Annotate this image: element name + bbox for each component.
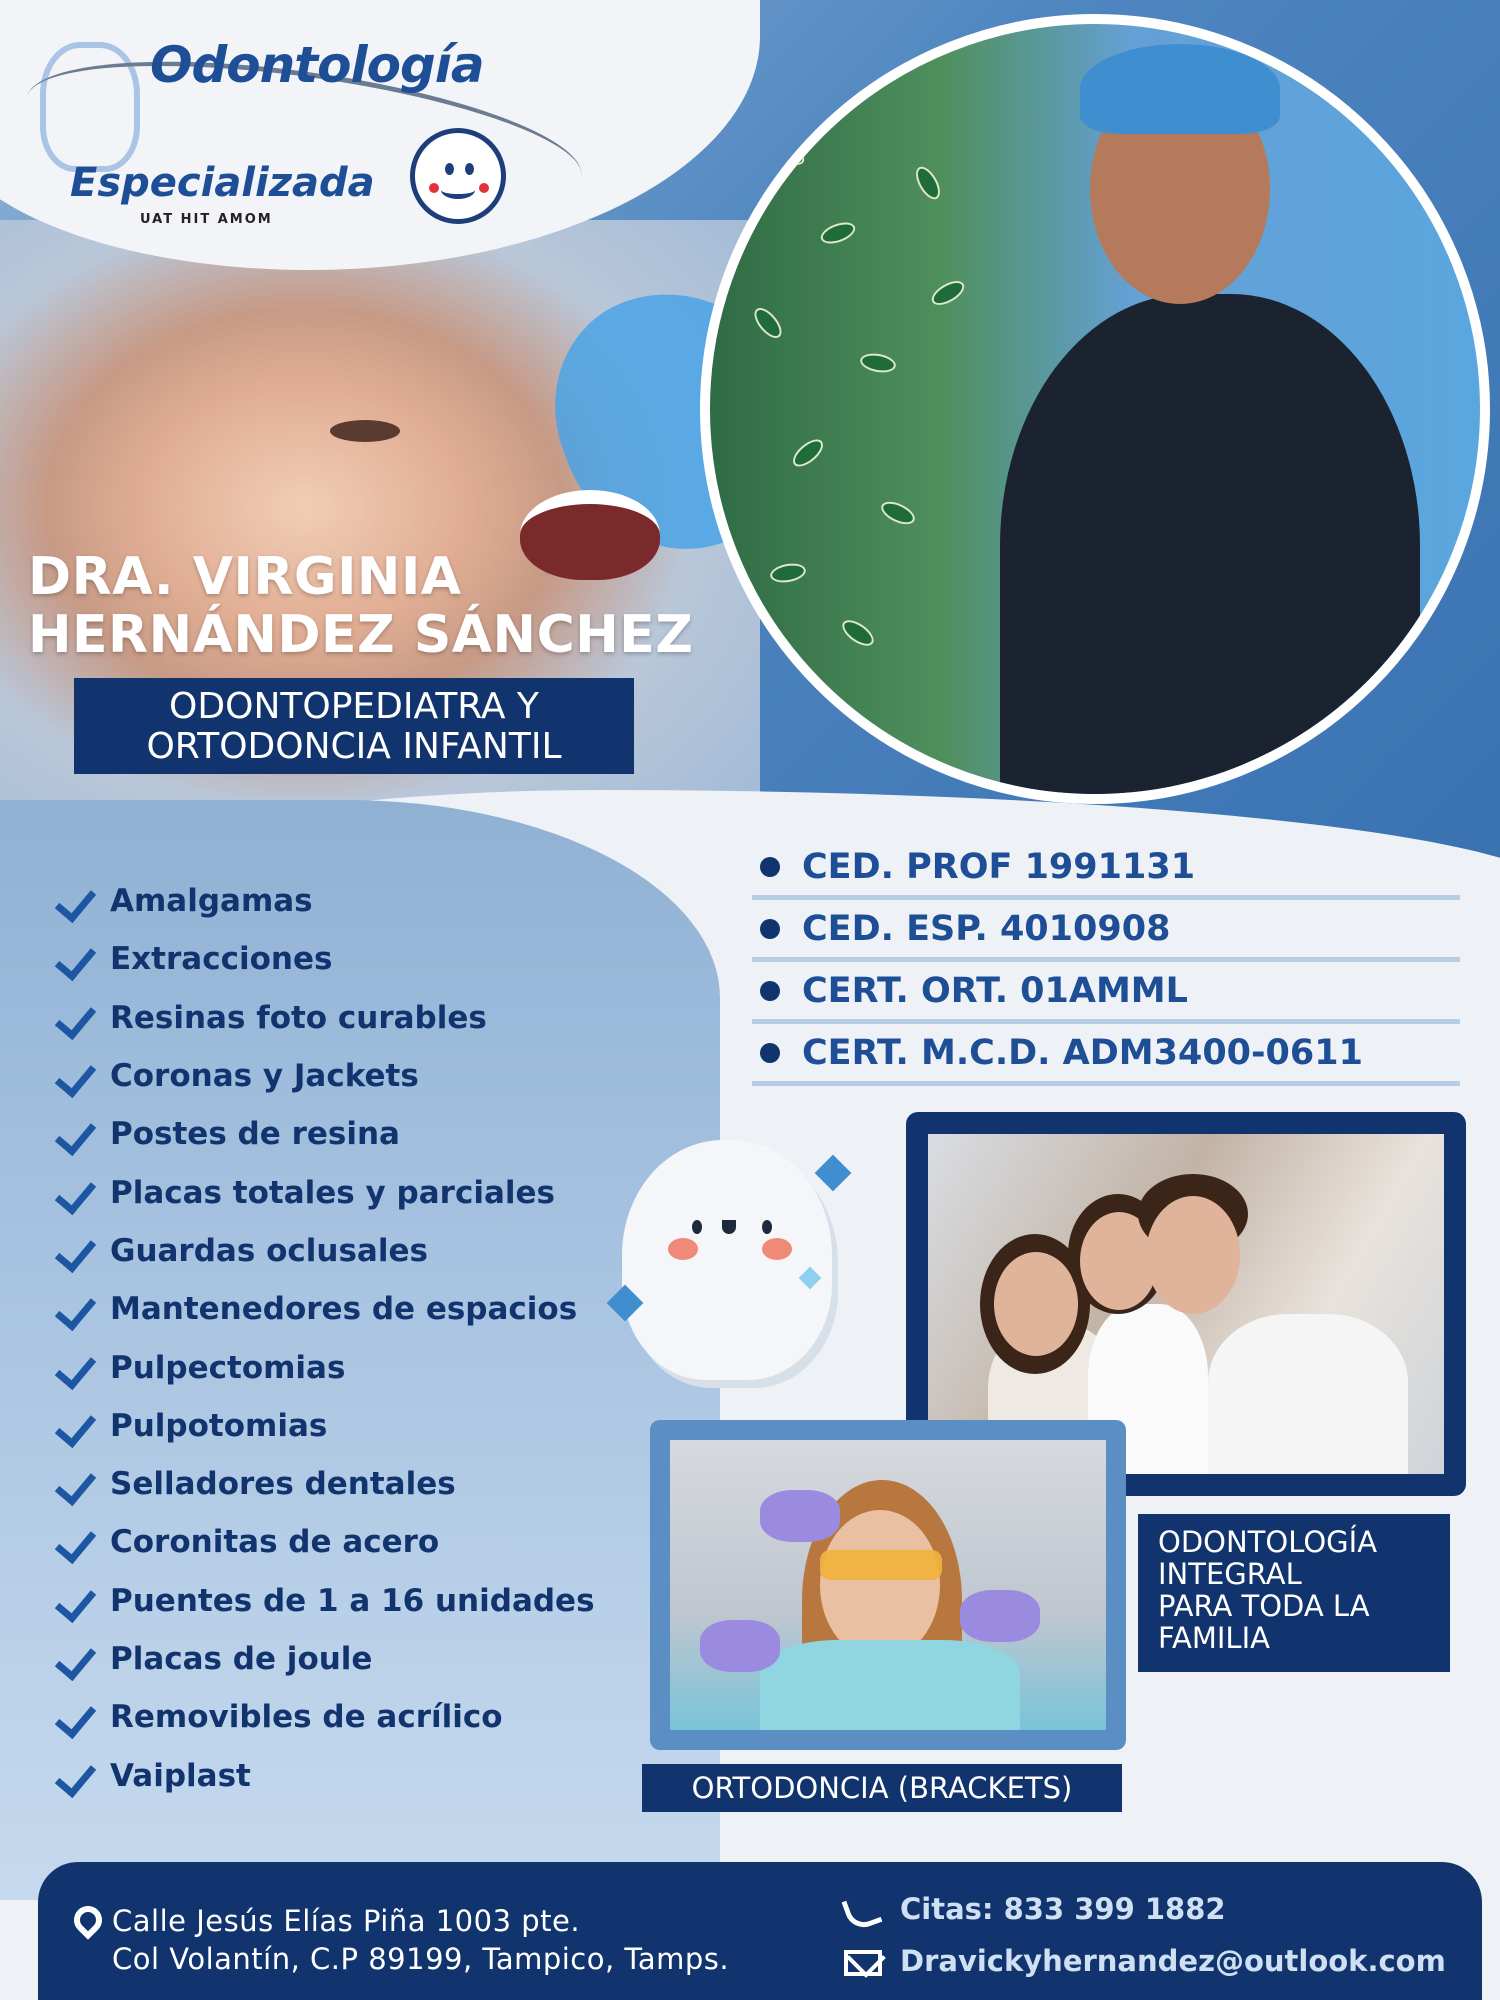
smiley-eye bbox=[465, 163, 474, 175]
credential-item bbox=[752, 962, 1460, 1024]
list-item bbox=[56, 1630, 595, 1688]
footer bbox=[38, 1862, 1482, 2000]
mail-icon bbox=[844, 1950, 882, 1976]
specialty-line1: ODONTOPEDIATRA Y bbox=[169, 686, 539, 727]
credential-item bbox=[752, 838, 1460, 900]
smiley-cheek bbox=[479, 183, 489, 193]
address-line2: Col Volantín, C.P 89199, Tampico, Tamps. bbox=[112, 1942, 730, 1976]
bullet-dot-icon bbox=[760, 919, 780, 939]
location-pin-icon bbox=[68, 1900, 108, 1940]
logo-subtitle: Especializada bbox=[70, 160, 375, 206]
smiley-eye bbox=[445, 163, 454, 175]
service-label: Pulpotomias bbox=[110, 1407, 328, 1444]
list-item bbox=[56, 872, 595, 930]
integral-line2: INTEGRAL bbox=[1158, 1557, 1302, 1591]
service-label: Vaiplast bbox=[110, 1757, 251, 1794]
service-label: Coronitas de acero bbox=[110, 1524, 440, 1561]
credential-text: CED. ESP. 4010908 bbox=[802, 908, 1171, 949]
service-label: Placas totales y parciales bbox=[110, 1174, 555, 1211]
list-item bbox=[56, 989, 595, 1047]
bullet-dot-icon bbox=[760, 857, 780, 877]
check-icon bbox=[56, 1464, 96, 1504]
check-icon bbox=[56, 1348, 96, 1388]
check-icon bbox=[56, 1173, 96, 1213]
check-icon bbox=[56, 1581, 96, 1621]
integral-line4: FAMILIA bbox=[1158, 1621, 1270, 1655]
doctor-scrubs bbox=[1000, 294, 1420, 804]
check-icon bbox=[56, 1114, 96, 1154]
list-item bbox=[56, 1163, 595, 1221]
logo-tagline: UAT HIT AMOM bbox=[140, 212, 273, 227]
smiley-mouth bbox=[441, 181, 475, 199]
tooth-mascot-body bbox=[622, 1140, 832, 1380]
service-label: Mantenedores de espacios bbox=[110, 1291, 578, 1328]
doctor-name-line2: HERNÁNDEZ SÁNCHEZ bbox=[28, 605, 694, 665]
credential-item bbox=[752, 900, 1460, 962]
integral-line1: ODONTOLOGÍA bbox=[1158, 1525, 1378, 1559]
orthodontics-photo-frame bbox=[650, 1420, 1126, 1750]
email-text[interactable]: Dravickyhernandez@outlook.com bbox=[900, 1944, 1446, 1978]
phone-text[interactable]: Citas: 833 399 1882 bbox=[900, 1892, 1226, 1926]
integral-line3: PARA TODA LA bbox=[1158, 1589, 1370, 1623]
address-line1: Calle Jesús Elías Piña 1003 pte. bbox=[112, 1904, 581, 1938]
service-label: Guardas oclusales bbox=[110, 1232, 428, 1269]
bullet-dot-icon bbox=[760, 981, 780, 1001]
doctor-name-line1: DRA. VIRGINIA bbox=[28, 547, 462, 607]
logo-title: Odontología bbox=[150, 36, 484, 94]
check-icon bbox=[56, 998, 96, 1038]
credentials-list bbox=[752, 838, 1460, 1086]
service-label: Selladores dentales bbox=[110, 1466, 456, 1503]
list-item bbox=[56, 1513, 595, 1571]
bullet-dot-icon bbox=[760, 1043, 780, 1063]
list-item bbox=[56, 1047, 595, 1105]
check-icon bbox=[56, 1639, 96, 1679]
service-label: Resinas foto curables bbox=[110, 999, 487, 1036]
check-icon bbox=[56, 1056, 96, 1096]
tooth-mascot-icon bbox=[612, 1140, 862, 1390]
orthodontics-label: ORTODONCIA (BRACKETS) bbox=[642, 1764, 1122, 1812]
credential-item bbox=[752, 1024, 1460, 1086]
service-label: Pulpectomias bbox=[110, 1349, 346, 1386]
doctor-cap bbox=[1080, 44, 1280, 134]
smiley-cheek bbox=[429, 183, 439, 193]
smiley-icon bbox=[410, 128, 506, 224]
check-icon bbox=[56, 939, 96, 979]
credential-text: CED. PROF 1991131 bbox=[802, 846, 1196, 887]
check-icon bbox=[56, 1231, 96, 1271]
service-label: Amalgamas bbox=[110, 883, 313, 920]
integral-box bbox=[1138, 1514, 1450, 1672]
doctor-portrait bbox=[700, 14, 1490, 804]
doctor-name bbox=[28, 548, 693, 664]
credential-text: CERT. ORT. 01AMML bbox=[802, 970, 1188, 1011]
credential-text: CERT. M.C.D. ADM3400-0611 bbox=[802, 1032, 1363, 1073]
check-icon bbox=[56, 1289, 96, 1329]
check-icon bbox=[56, 1697, 96, 1737]
child-eye bbox=[330, 420, 400, 442]
service-label: Placas de joule bbox=[110, 1641, 373, 1677]
service-label: Postes de resina bbox=[110, 1116, 400, 1153]
specialty-box bbox=[74, 678, 634, 774]
tooth-mascot-cheek bbox=[762, 1238, 792, 1260]
service-label: Removibles de acrílico bbox=[110, 1699, 503, 1736]
check-icon bbox=[56, 1406, 96, 1446]
service-label: Coronas y Jackets bbox=[110, 1058, 419, 1095]
check-icon bbox=[56, 1522, 96, 1562]
list-item bbox=[56, 1280, 595, 1338]
list-item bbox=[56, 1105, 595, 1163]
sparkle-icon bbox=[815, 1155, 852, 1192]
list-item bbox=[56, 930, 595, 988]
list-item bbox=[56, 1338, 595, 1396]
service-label: Extracciones bbox=[110, 941, 333, 978]
address bbox=[112, 1902, 729, 1978]
services-list bbox=[56, 872, 595, 1805]
list-item bbox=[56, 1222, 595, 1280]
specialty-line2: ORTODONCIA INFANTIL bbox=[146, 726, 562, 767]
check-icon bbox=[56, 881, 96, 921]
tooth-mascot-mouth bbox=[722, 1220, 736, 1234]
orthodontics-photo bbox=[670, 1440, 1106, 1730]
service-label: Puentes de 1 a 16 unidades bbox=[110, 1582, 595, 1619]
check-icon bbox=[56, 1756, 96, 1796]
list-item bbox=[56, 1397, 595, 1455]
tooth-mascot-cheek bbox=[668, 1238, 698, 1260]
phone-icon bbox=[841, 1891, 882, 1932]
list-item bbox=[56, 1572, 595, 1630]
list-item bbox=[56, 1455, 595, 1513]
tooth-mascot-eye bbox=[762, 1220, 772, 1234]
tooth-mascot-eye bbox=[692, 1220, 702, 1234]
list-item bbox=[56, 1746, 595, 1804]
list-item bbox=[56, 1688, 595, 1746]
